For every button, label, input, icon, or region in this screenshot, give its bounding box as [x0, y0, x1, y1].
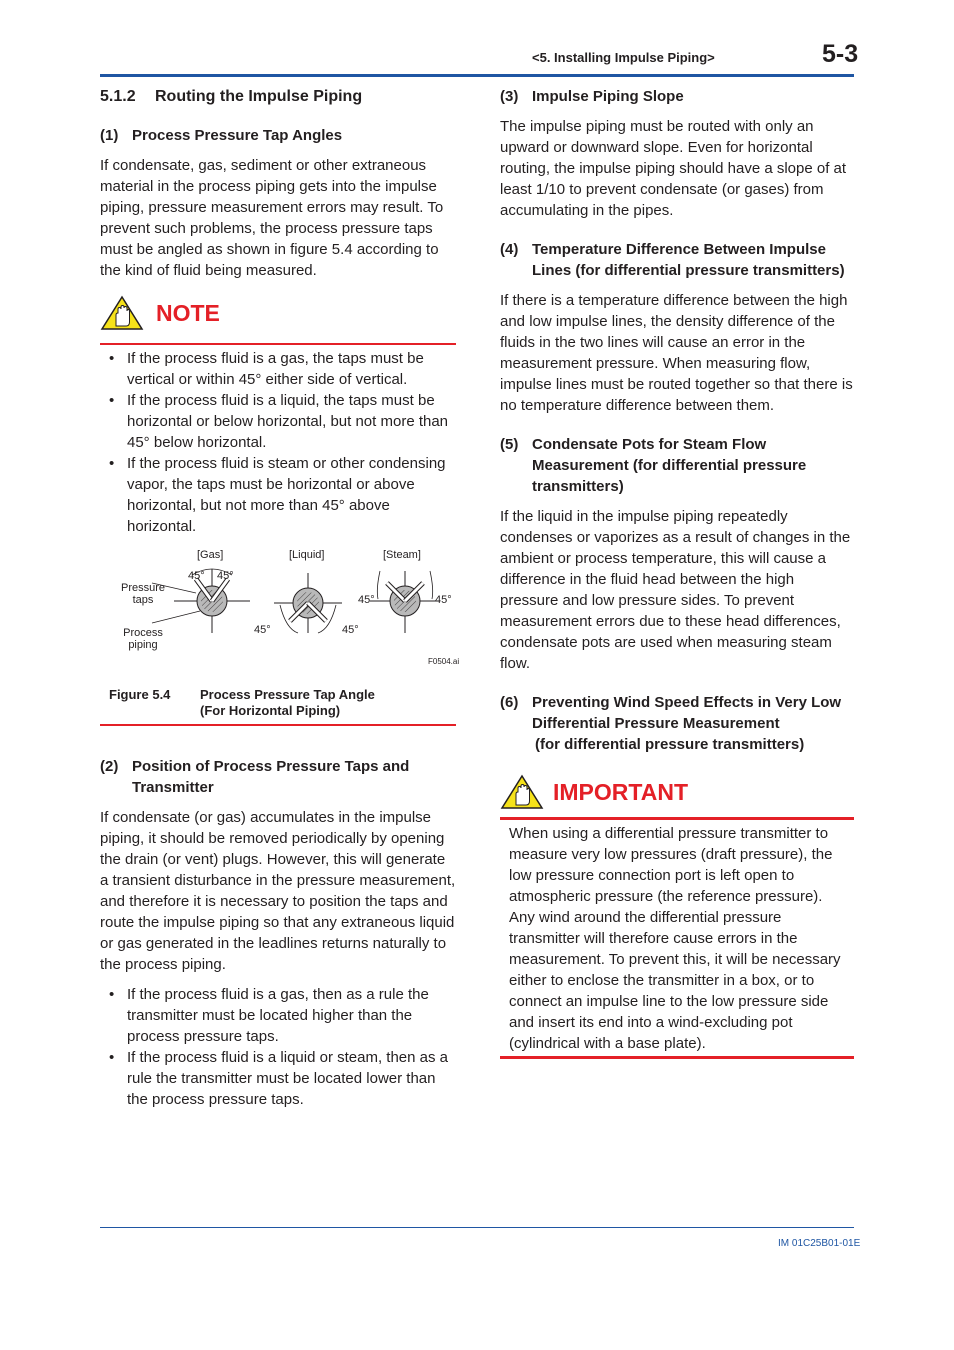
figure-5-4 [100, 549, 460, 689]
document-code: IM 01C25B01-01E [778, 1238, 861, 1249]
position-list [100, 984, 456, 1110]
figure-title: Process Pressure Tap Angle (For Horizontal Piping) [200, 687, 375, 718]
important-title: IMPORTANT [553, 778, 689, 805]
subsection-heading-3 [500, 86, 854, 107]
tap-angle-diagram [100, 549, 456, 689]
running-header: <5. Installing Impulse Piping> [532, 50, 715, 65]
subsection-title: Process Pressure Tap Angles [132, 127, 343, 144]
list-item: • If the process fluid is steam or other condensing vapor, the taps must be horizontal or above horizontal, but not more than 45° above horizontal. [100, 453, 456, 537]
subsection-title: Impulse Piping Slope [532, 88, 684, 105]
label-gas: [Gas] [197, 549, 224, 561]
important-header [500, 773, 854, 811]
steam-diagram [370, 571, 440, 633]
important-top-rule [500, 817, 854, 820]
right-column [500, 86, 854, 1059]
list-item: • If the process fluid is a liquid or steam, then as a rule the transmitter must be located lower than the process pressure taps. [100, 1047, 456, 1110]
list-item: • If the process fluid is a liquid, the taps must be horizontal or below horizontal, but not more than 45° below horizontal. [100, 390, 456, 453]
footer-rule [100, 1227, 854, 1228]
left-column [100, 86, 460, 1110]
note-header [100, 293, 456, 333]
label-angle: 45° [435, 594, 452, 606]
paragraph-slope: The impulse piping must be routed with only an upward or downward slope. Even for horizontal routing, the impulse piping should have a slope of at least 1/10 to prevent condensate (or gases) from accumulating in the pipes. [500, 118, 847, 219]
paragraph-tap-angles: If condensate, gas, sediment or other extraneous material in the process piping gets into the impulse piping, pressure measurement errors may result. To prevent such problems, the process pressure taps must be angled as shown in figure 5.4 according to the kind of fluid being measured. [100, 157, 444, 279]
warning-hand-icon [100, 295, 144, 331]
paragraph-tap-position: If condensate (or gas) accumulates in the impulse piping, it should be removed periodically by opening the drain (or vent) plugs. However, this will generate a transient disturbance in the pressure measurement, and therefore it is necessary to position the taps and route the impulse piping so that any extraneous liquid or gas generated in the leadlines returns naturally to the process piping. [100, 809, 456, 973]
subsection-title: Temperature Difference Between Impulse Lines (for differential pressure transmitters) [532, 241, 845, 279]
label-steam: [Steam] [383, 549, 421, 561]
subsection-title: Preventing Wind Speed Effects in Very Low Differential Pressure Measurement (for differential pressure transmitters) [532, 694, 842, 753]
paragraph-condensate: If the liquid in the impulse piping repeatedly condenses or vaporizes as a result of changes in the ambient or process temperature, this will cause a difference in the fluid head between the high pressure and low pressure sides. To prevent measurement errors due to these head differences, condensate pots are used when measuring steam flow. [500, 508, 851, 672]
liquid-diagram [274, 573, 342, 633]
paragraph-temperature: If there is a temperature difference between the high and low impulse lines, the density difference of the fluids in the two lines will cause an error in the measurement pressure. When measuring flow, impulse lines must be routed together so that there is no temperature difference between them. [500, 292, 853, 414]
figure-file-id: F0504.ai [428, 657, 460, 666]
subsection-title: Position of Process Pressure Taps and Transmitter [132, 758, 410, 796]
label-angle: 45° [188, 570, 205, 582]
page-number: 5-3 [822, 40, 859, 68]
subsection-number: (6) [500, 694, 519, 711]
section-heading [100, 88, 456, 106]
note-bottom-rule [100, 724, 456, 726]
section-number: 5.1.2 [100, 88, 136, 105]
important-bottom-rule [500, 1056, 854, 1059]
note-list [100, 348, 456, 537]
label-angle: 45° [358, 594, 375, 606]
figure-caption [100, 687, 456, 719]
label-angle: 45° [342, 624, 359, 636]
subsection-heading-1 [100, 125, 456, 146]
section-title: Routing the Impulse Piping [155, 88, 363, 105]
subsection-heading-2 [100, 756, 456, 798]
list-item: • If the process fluid is a gas, then as a rule the transmitter must be located higher than the process pressure taps. [100, 984, 456, 1047]
subsection-heading-5 [500, 434, 854, 497]
subsection-number: (1) [100, 127, 119, 144]
subsection-number: (4) [500, 241, 519, 258]
note-title: NOTE [156, 299, 220, 326]
subsection-heading-6 [500, 692, 854, 755]
warning-hand-icon [500, 774, 544, 810]
header-rule [100, 74, 854, 77]
subsection-number: (5) [500, 436, 519, 453]
subsection-heading-4 [500, 239, 854, 281]
important-body: When using a differential pressure transmitter to measure very low pressures (draft pressure), the low pressure connection port is left open to atmospheric pressure (the reference pressure). Any wind around the differential pressure transmitter will therefore cause errors in the measurement. To prevent this, it will be necessary either to enclose the transmitter in a box, or to connect an impulse line to the low pressure side and insert its end into a wind-excluding pot (cylindrical with a base plate). [509, 825, 841, 1052]
label-pressure-taps: Pressure taps [120, 582, 166, 606]
note-top-rule [100, 343, 456, 345]
subsection-title: Condensate Pots for Steam Flow Measurement (for differential pressure transmitters) [532, 436, 807, 495]
subsection-number: (2) [100, 758, 119, 775]
important-box [500, 773, 854, 1059]
figure-number: Figure 5.4 [109, 687, 171, 702]
note-box [100, 293, 460, 726]
label-angle: 45° [254, 624, 271, 636]
label-process-piping: Process piping [123, 627, 163, 651]
label-angle: 45° [217, 570, 234, 582]
list-item: • If the process fluid is a gas, the taps must be vertical or within 45° either side of vertical. [100, 348, 456, 390]
subsection-number: (3) [500, 88, 519, 105]
label-liquid: [Liquid] [289, 549, 325, 561]
